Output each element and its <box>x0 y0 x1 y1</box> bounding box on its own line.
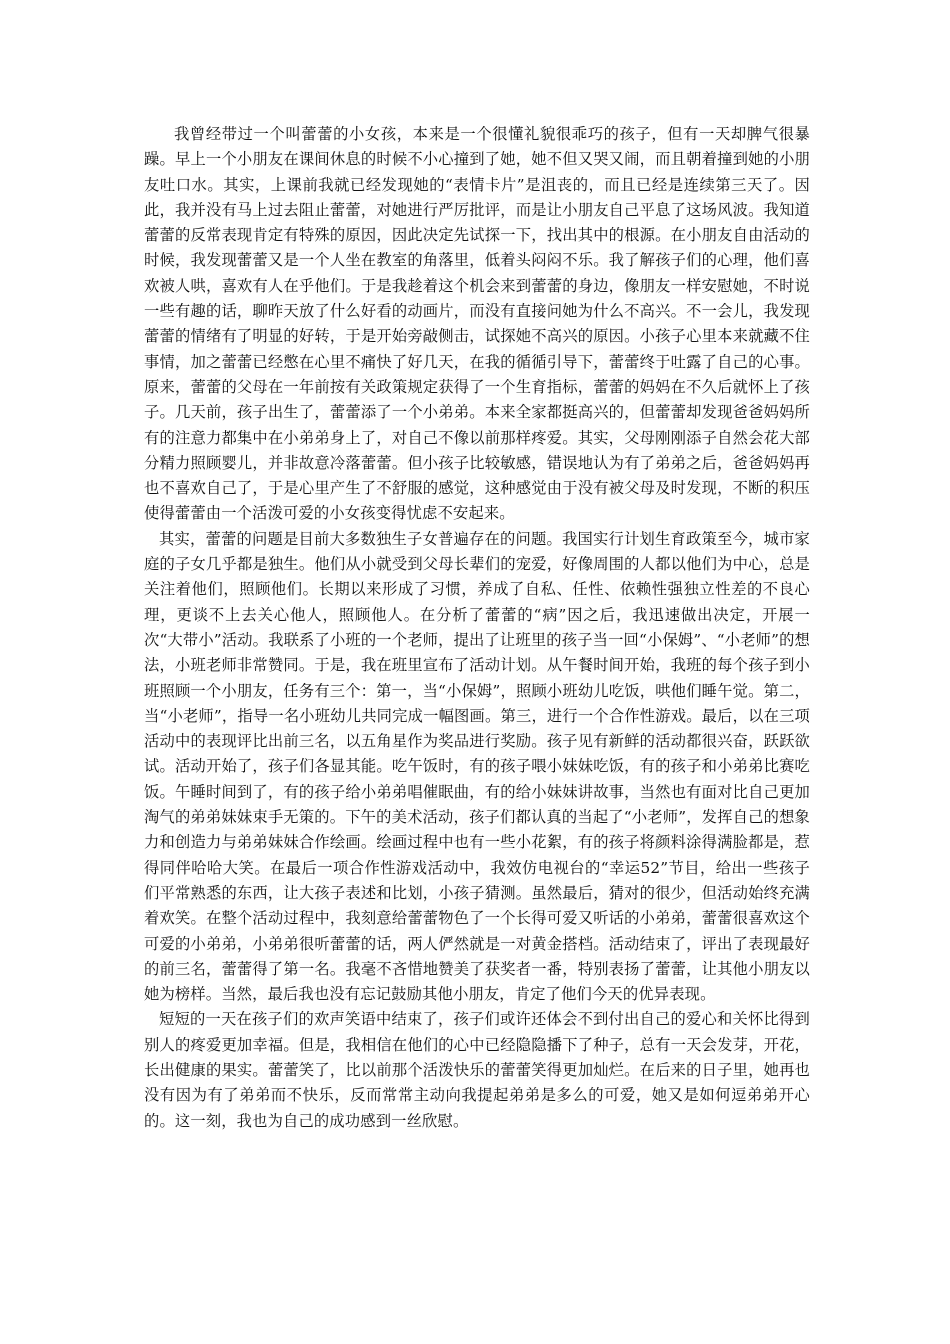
paragraph-2: 其实，蕾蕾的问题是目前大多数独生子女普遍存在的问题。我国实行计划生育政策至今，城市家庭的子女几乎都是独生。他们从小就受到父母长辈们的宠爱，好像周围的人都以他们为中心，总是关注着他们，照顾他们。长期以来形成了习惯，养成了自私、任性、依赖性强独立性差的不良心理，更谈不上去关心他人，照顾他人。在分析了蕾蕾的“病”因之后，我迅速做出决定，开展一次“大带小”活动。我联系了小班的一个老师，提出了让班里的孩子当一回“小保姆”、“小老师”的想法，小班老师非常赞同。于是，我在班里宣布了活动计划。从午餐时间开始，我班的每个孩子到小班照顾一个小朋友，任务有三个：第一，当“小保姆”，照顾小班幼儿吃饭，哄他们睡午觉。第二，当“小老师”，指导一名小班幼儿共同完成一幅图画。第三，进行一个合作性游戏。最后，以在三项活动中的表现评比出前三名，以五角星作为奖品进行奖励。孩子见有新鲜的活动都很兴奋，跃跃欲试。活动开始了，孩子们各显其能。吃午饭时，有的孩子喂小妹妹吃饭，有的孩子和小弟弟比赛吃饭。午睡时间到了，有的孩子给小弟弟唱催眠曲，有的给小妹妹讲故事，当然也有面对比自己更加淘气的弟弟妹妹束手无策的。下午的美术活动，孩子们都认真的当起了“小老师”，发挥自己的想象力和创造力与弟弟妹妹合作绘画。绘画过程中也有一些小花絮，有的孩子将颜料涂得满脸都是，惹得同伴哈哈大笑。在最后一项合作性游戏活动中，我效仿电视台的“幸运52”节目，给出一些孩子们平常熟悉的东西，让大孩子表述和比划，小孩子猜测。虽然最后，猜对的很少，但活动始终充满着欢笑。在整个活动过程中，我刻意给蕾蕾物色了一个长得可爱又听话的小弟弟，蕾蕾很喜欢这个可爱的小弟弟，小弟弟很听蕾蕾的话，两人俨然就是一对黄金搭档。活动结束了，评出了表现最好的前三名，蕾蕾得了第一名。我毫不吝惜地赞美了获奖者一番，特别表扬了蕾蕾，让其他小朋友以她为榜样。当然，最后我也没有忘记鼓励其他小朋友，肯定了他们今天的优异表现。 <box>144 529 810 1004</box>
paragraph-3: 短短的一天在孩子们的欢声笑语中结束了，孩子们或许还体会不到付出自己的爱心和关怀比得到别人的疼爱更加幸福。但是，我相信在他们的心中已经隐隐播下了种子，总有一天会发芽，开花，长出健康的果实。蕾蕾笑了，比以前那个活泼快乐的蕾蕾笑得更加灿烂。在后来的日子里，她再也没有因为有了弟弟而不快乐，反而常常主动向我提起弟弟是多么的可爱，她又是如何逗弟弟开心的。这一刻，我也为自己的成功感到一丝欣慰。 <box>144 1010 810 1130</box>
document-body <box>144 122 810 1134</box>
paragraph-1: 我曾经带过一个叫蕾蕾的小女孩，本来是一个很懂礼貌很乖巧的孩子，但有一天却脾气很暴躁。早上一个小朋友在课间休息的时候不小心撞到了她，她不但又哭又闹，而且朝着撞到她的小朋友吐口水。其实，上课前我就已经发现她的“表情卡片”是沮丧的，而且已经是连续第三天了。因此，我并没有马上过去阻止蕾蕾，对她进行严厉批评，而是让小朋友自己平息了这场风波。我知道蕾蕾的反常表现肯定有特殊的原因，因此决定先试探一下，找出其中的根源。在小朋友自由活动的时候，我发现蕾蕾又是一个人坐在教室的角落里，低着头闷闷不乐。我了解孩子们的心理，他们喜欢被人哄，喜欢有人在乎他们。于是我趁着这个机会来到蕾蕾的身边，像朋友一样安慰她，不时说一些有趣的话，聊昨天放了什么好看的动画片，而没有直接问她为什么不高兴。不一会儿，我发现蕾蕾的情绪有了明显的好转，于是开始旁敲侧击，试探她不高兴的原因。小孩子心里本来就藏不住事情，加之蕾蕾已经憋在心里不痛快了好几天，在我的循循引导下，蕾蕾终于吐露了自己的心事。原来，蕾蕾的父母在一年前按有关政策规定获得了一个生育指标，蕾蕾的妈妈在不久后就怀上了孩子。几天前，孩子出生了，蕾蕾添了一个小弟弟。本来全家都挺高兴的，但蕾蕾却发现爸爸妈妈所有的注意力都集中在小弟弟身上了，对自己不像以前那样疼爱。其实，父母刚刚添子自然会花大部分精力照顾婴儿，并非故意冷落蕾蕾。但小孩子比较敏感，错误地认为有了弟弟之后，爸爸妈妈再也不喜欢自己了，于是心里产生了不舒服的感觉，这种感觉由于没有被父母及时发现，不断的积压使得蕾蕾由一个活泼可爱的小女孩变得忧虑不安起来。 <box>144 125 810 523</box>
